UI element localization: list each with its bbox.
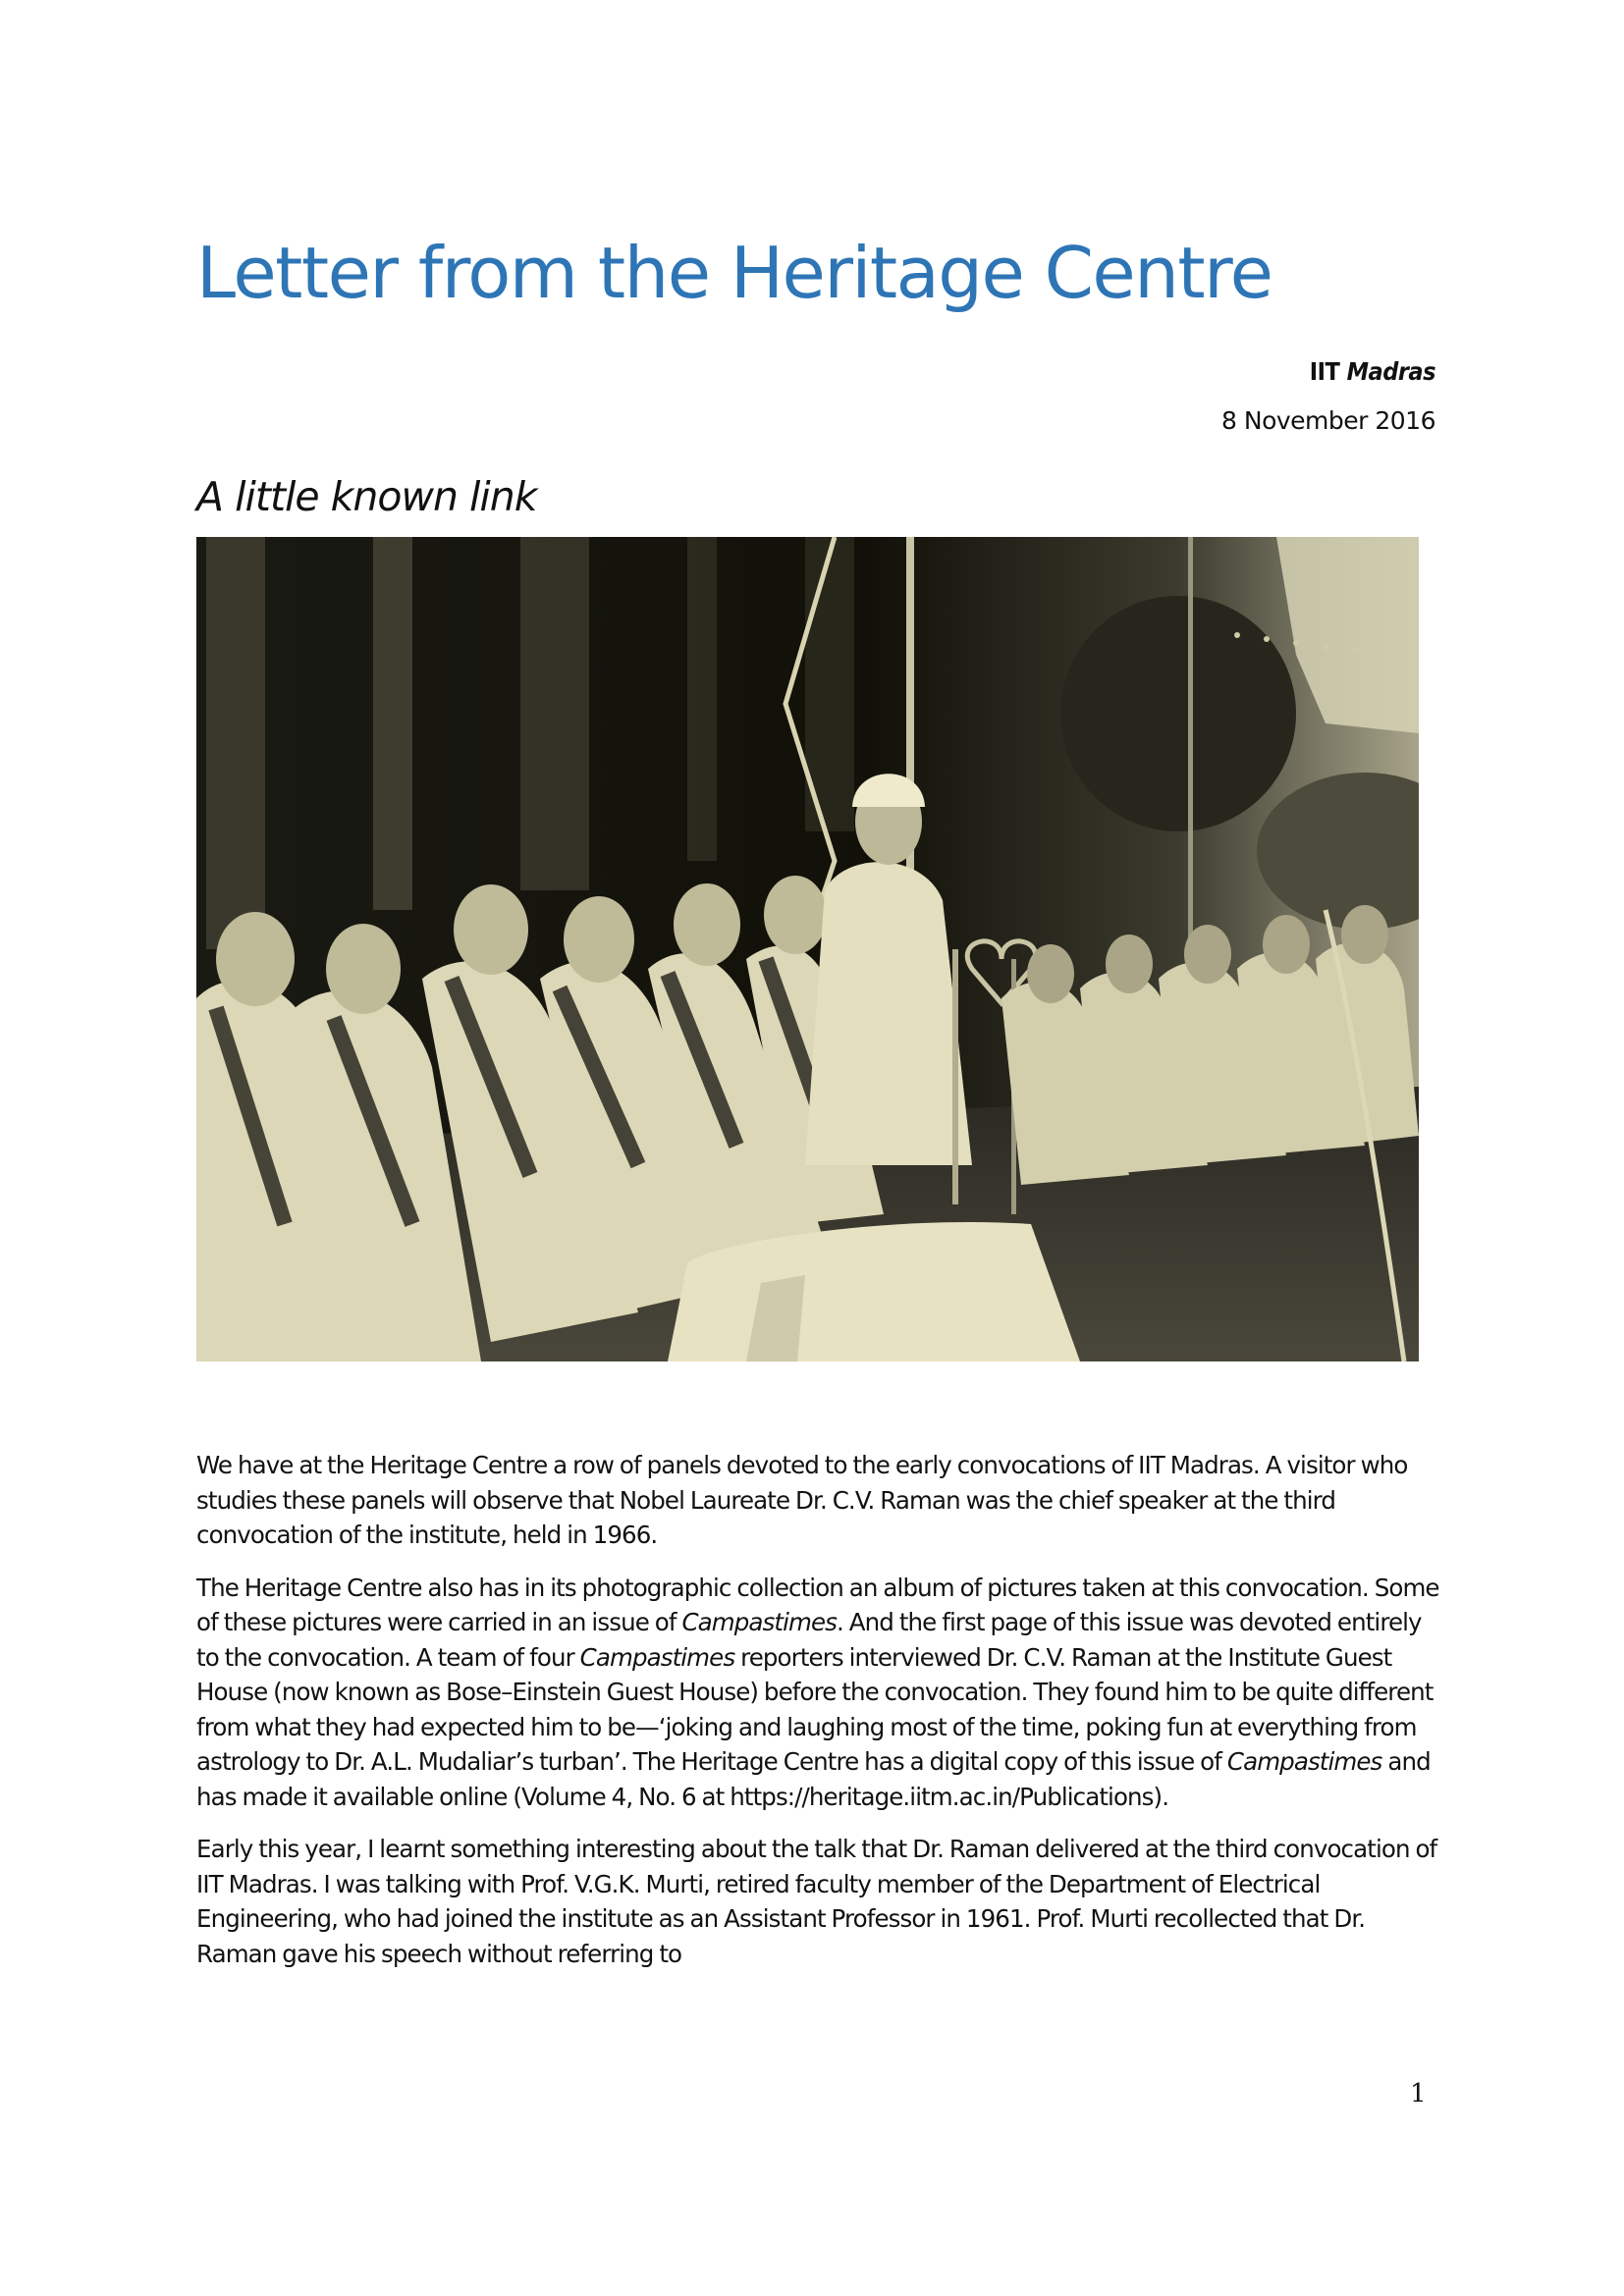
- publication-name: Campastimes: [579, 1642, 735, 1672]
- text-segment: and has made it available online (Volume 4, No. 6 at https://heritage.iitm.ac.in/Publications).: [196, 1747, 1431, 1811]
- letter-date: 8 November 2016: [1221, 406, 1435, 435]
- page-number: 1: [1410, 2079, 1427, 2109]
- convocation-photo-illustration: [196, 537, 1419, 1362]
- paragraph: [196, 1448, 1448, 1553]
- text-segment: . And the first page of this issue was devoted entirely to the convocation. A team of four: [196, 1608, 1422, 1672]
- organization-name: [1310, 357, 1435, 386]
- article-subtitle: A little known link: [196, 473, 537, 520]
- text-segment: The Heritage Centre also has in its photographic collection an album of pictures taken at this convocation. Some of these pictures were carried in an issue of: [196, 1573, 1439, 1636]
- article-body: [196, 1448, 1448, 1989]
- paragraph: [196, 1571, 1448, 1815]
- organization-name-part1: IIT: [1309, 357, 1340, 386]
- document-title: Letter from the Heritage Centre: [196, 232, 1272, 314]
- paragraph: [196, 1832, 1448, 1971]
- text-segment: Early this year, I learnt something interesting about the talk that Dr. Raman delivered at the third convocation of IIT Madras. I was talking with Prof. V.G.K. Murti, retired faculty member of the Department of Electrical Engineering, who had joined the institute as an Assistant Professor in 1961. Prof. Murti recollected that Dr. Raman gave his speech without referring to: [196, 1835, 1437, 1968]
- organization-name-part2: Madras: [1346, 357, 1435, 386]
- convocation-photo: [196, 537, 1419, 1362]
- text-segment: We have at the Heritage Centre a row of panels devoted to the early convocations of IIT Madras. A visitor who studies these panels will observe that Nobel Laureate Dr. C.V. Raman was the chief speaker at the third convocation of the institute, held in 1966.: [196, 1451, 1408, 1549]
- publication-name: Campastimes: [1226, 1747, 1382, 1776]
- text-segment: reporters interviewed Dr. C.V. Raman at the Institute Guest House (now known as Bose–Einstein Guest House) before the convocation. They found him to be quite different from what they had expected him to be—‘joking and laughing most of the time, poking fun at everything from astrology to Dr. A.L. Mudaliar’s turban’. The Heritage Centre has a digital copy of this issue of: [196, 1642, 1434, 1776]
- publication-name: Campastimes: [681, 1608, 838, 1636]
